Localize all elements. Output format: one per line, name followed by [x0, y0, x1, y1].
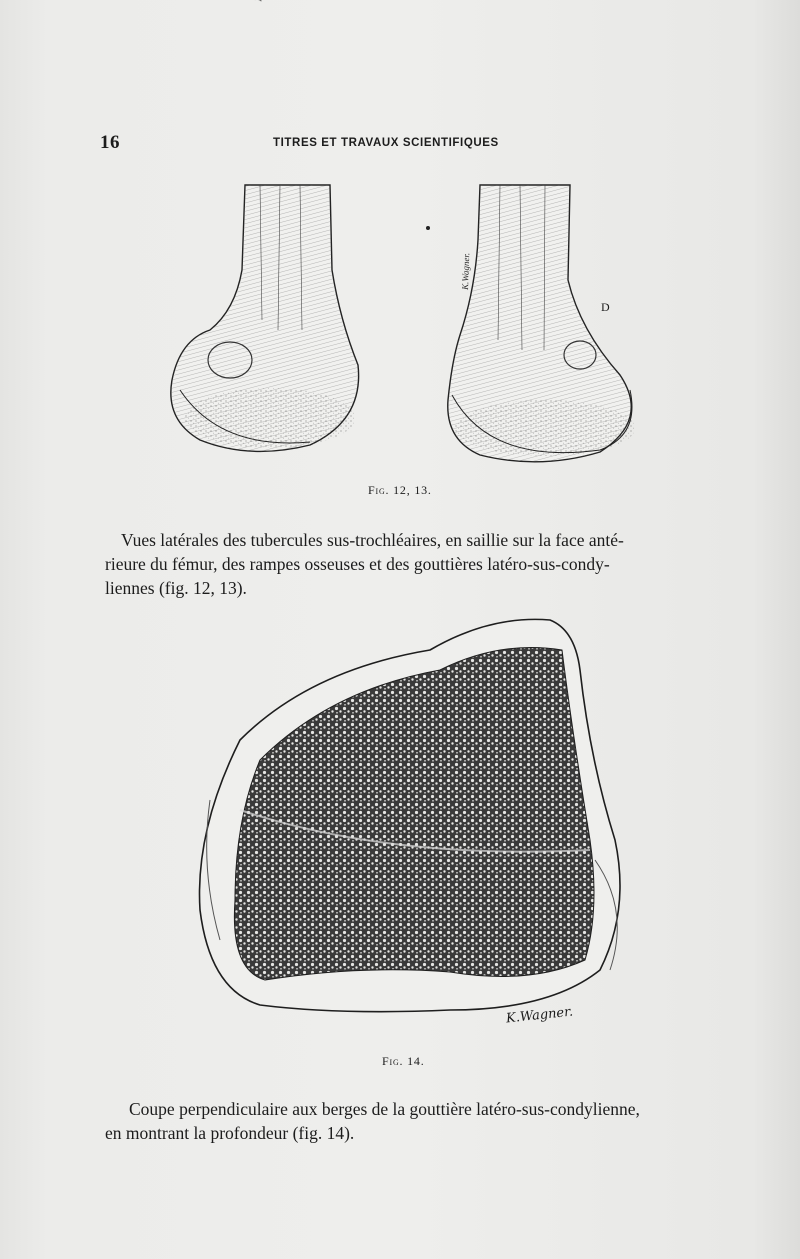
- paragraph-2-line: Coupe perpendiculaire aux berges de la gouttière latéro-sus-condylienne,: [129, 1099, 640, 1119]
- paragraph-1-line: rieure du fémur, des rampes osseuses et des gouttières latéro-sus-condy-: [105, 554, 610, 574]
- femur-right-drawing: [426, 185, 635, 462]
- artist-signature-right: K.Wagner.: [460, 252, 472, 291]
- paragraph-1-line: liennes (fig. 12, 13).: [105, 578, 247, 598]
- page-number: 16: [100, 132, 120, 153]
- paragraph-2-line: en montrant la profondeur (fig. 14).: [105, 1123, 355, 1143]
- figure-14-caption: Fig. 14.: [382, 1054, 425, 1068]
- paragraph-1-line: Vues latérales des tubercules sus-trochléaires, en saillie sur la face anté-: [121, 530, 624, 550]
- figure-label-d: D: [601, 300, 610, 314]
- femur-left-drawing: [171, 185, 359, 451]
- figure-12-13-illustration: [160, 180, 660, 470]
- description-paragraph-2: [105, 1097, 727, 1145]
- figure-12-13-caption: Fig. 12, 13.: [368, 483, 432, 497]
- description-paragraph-1: [105, 528, 722, 600]
- artist-signature: K.Wagner.: [505, 1004, 574, 1027]
- figure-14-illustration: [190, 610, 640, 1050]
- artist-signature-left: [254, 0, 266, 3]
- running-title: TITRES ET TRAVAUX SCIENTIFIQUES: [273, 137, 499, 149]
